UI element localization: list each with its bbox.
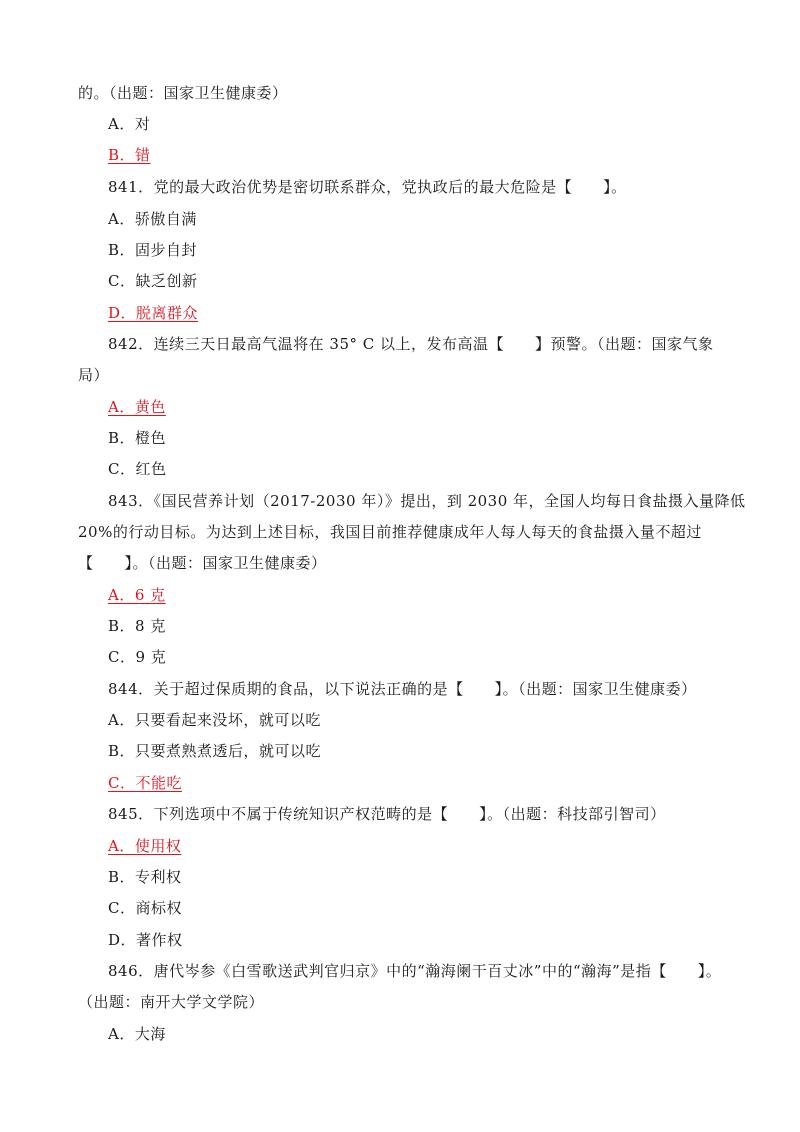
continued-text: （出题：南开大学文学院） xyxy=(78,993,265,1011)
correct-answer-option: A．黄色 xyxy=(108,398,166,416)
continued-text: 【 】。（出题：国家卫生健康委） xyxy=(78,554,327,572)
continued-text: 的。（出题：国家卫生健康委） xyxy=(78,84,288,102)
correct-answer-option: C．不能吃 xyxy=(108,774,182,792)
correct-answer-option: D．脱离群众 xyxy=(108,304,199,322)
answer-option: A．骄傲自满 xyxy=(108,210,197,228)
answer-option: C．缺乏创新 xyxy=(108,272,198,290)
question-text: 842．连续三天日最高气温将在 35° C 以上，发布高温【 】预警。（出题：国家气象 xyxy=(108,335,714,353)
answer-option: B．固步自封 xyxy=(108,241,198,259)
answer-option: A．对 xyxy=(108,115,151,133)
correct-answer-option: B．错 xyxy=(108,146,151,164)
continued-text: 局） xyxy=(78,366,110,384)
question-text: 844．关于超过保质期的食品，以下说法正确的是【 】。（出题：国家卫生健康委） xyxy=(108,680,697,698)
answer-option: A．只要看起来没坏，就可以吃 xyxy=(108,711,321,729)
answer-option: B．8 克 xyxy=(108,617,166,635)
answer-option: A．大海 xyxy=(108,1025,166,1043)
answer-option: C．商标权 xyxy=(108,899,182,917)
answer-option: B．专利权 xyxy=(108,868,182,886)
answer-option: B．只要煮熟煮透后，就可以吃 xyxy=(108,742,322,760)
correct-answer-option: A．6 克 xyxy=(108,586,166,604)
answer-option: C．红色 xyxy=(108,460,167,478)
answer-option: C．9 克 xyxy=(108,648,167,666)
question-text: 846．唐代岑参《白雪歌送武判官归京》中的“瀚海阑干百丈冰”中的“瀚海”是指【 】。 xyxy=(108,962,722,980)
correct-answer-option: A．使用权 xyxy=(108,837,182,855)
question-text: 843．《国民营养计划（2017-2030 年）》提出，到 2030 年，全国人均每日食盐摄入量降低 xyxy=(108,492,746,510)
answer-option: D．著作权 xyxy=(108,931,183,949)
answer-option: B．橙色 xyxy=(108,429,167,447)
continued-text: 20%的行动目标。为达到上述目标，我国目前推荐健康成年人每人每天的食盐摄入量不超过 xyxy=(78,523,702,541)
question-text: 845．下列选项中不属于传统知识产权范畴的是【 】。（出题：科技部引智司） xyxy=(108,805,666,823)
question-text: 841．党的最大政治优势是密切联系群众，党执政后的最大危险是【 】。 xyxy=(108,178,627,196)
